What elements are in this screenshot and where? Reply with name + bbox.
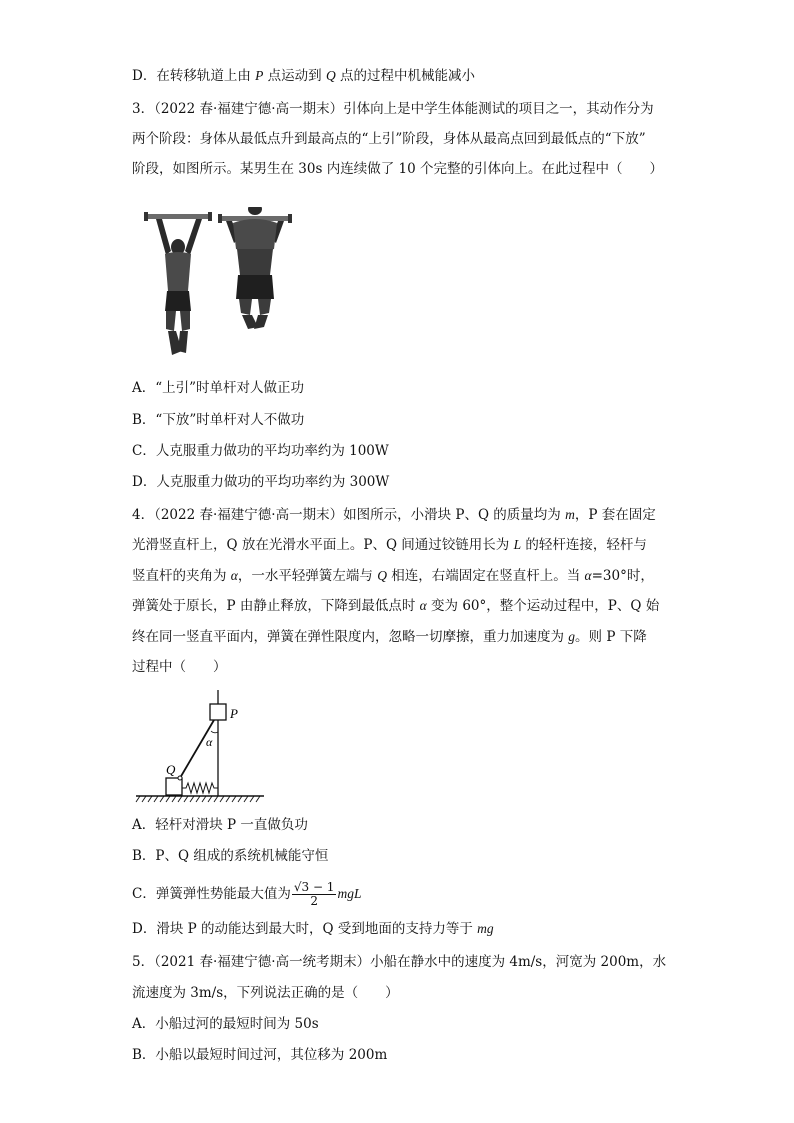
fraction-denominator: 2 — [310, 894, 318, 908]
q4-text: =30°时， — [591, 568, 654, 584]
q4-line5 — [132, 627, 647, 647]
q3-option-c: C．人克服重力做功的平均功率约为 100W — [132, 443, 389, 459]
q4-text: C．弹簧弹性势能最大值为 — [132, 886, 291, 902]
q5-option-b: B．小船以最短时间过河，其位移为 200m — [132, 1047, 388, 1063]
label-p: P — [230, 706, 238, 721]
q5-line1: 5．（2021 春·福建宁德·高一统考期末）小船在静水中的速度为 4m/s，河宽为 200m，水 — [132, 954, 667, 970]
q4-text: 光滑竖直杆上，Q 放在光滑水平面上。P、Q 间通过铰链用长为 — [132, 537, 514, 553]
label-alpha: α — [206, 735, 213, 749]
q5-line2: 流速度为 3m/s，下列说法正确的是（ ） — [132, 985, 399, 1001]
q4-text: 4．（2022 春·福建宁德·高一期末）如图所示，小滑块 P、Q 的质量均为 — [132, 507, 566, 523]
var-alpha: α — [419, 598, 427, 613]
label-q: Q — [166, 762, 176, 777]
q4-text: 的轻杆连接，轻杆与 — [521, 537, 647, 553]
q4-text: 。则 P 下降 — [575, 629, 647, 645]
q4-line3 — [132, 566, 654, 586]
q4-option-a: A．轻杆对滑块 P 一直做负功 — [132, 817, 308, 833]
q4-text: 竖直杆的夹角为 — [132, 568, 231, 584]
q4-text: ，一水平轻弹簧左端与 — [237, 568, 378, 584]
q3-option-a: A．“上引”时单杆对人做正功 — [132, 380, 305, 396]
option-d-prev — [132, 66, 475, 86]
q4-line2 — [132, 535, 647, 555]
slider-spring-figure — [132, 688, 272, 804]
option-text: 点运动到 — [263, 68, 326, 84]
var-g: g — [568, 629, 576, 644]
q4-line6: 过程中（ ） — [132, 659, 227, 675]
q4-text: ，P 套在固定 — [574, 507, 656, 523]
q4-option-c — [132, 881, 361, 908]
var-alpha: α — [584, 568, 592, 583]
q4-text: 弹簧处于原长，P 由静止释放，下降到最低点时 — [132, 598, 420, 614]
q4-text: 终在同一竖直平面内，弹簧在弹性限度内，忽略一切摩擦，重力加速度为 — [132, 629, 569, 645]
var-alpha: α — [230, 568, 238, 583]
var-q: Q — [377, 568, 387, 583]
option-text: 点的过程中机械能减小 — [335, 68, 476, 84]
q3-option-b: B．“下放”时单杆对人不做功 — [132, 412, 305, 428]
fraction — [292, 881, 337, 908]
q3-line1: 3．（2022 春·福建宁德·高一期末）引体向上是中学生体能测试的项目之一，其动作分为 — [132, 101, 654, 117]
q4-text: 相连，右端固定在竖直杆上。当 — [386, 568, 585, 584]
var-q: Q — [325, 68, 336, 83]
option-text: D．在转移轨道上由 — [132, 68, 256, 84]
q3-line3: 阶段，如图所示。某男生在 30s 内连续做了 10 个完整的引体向上。在此过程中（ ） — [132, 161, 663, 177]
q4-text: 变为 60°，整个运动过程中，P、Q 始 — [426, 598, 660, 614]
var-p: P — [255, 68, 264, 83]
pullup-figure — [140, 207, 300, 362]
var-l: L — [513, 537, 522, 552]
var-mg: mg — [477, 921, 494, 936]
q3-line2: 两个阶段：身体从最低点升到最高点的“上引”阶段，身体从最高点回到最低点的“下放” — [132, 131, 646, 147]
var-mgl: mgL — [337, 886, 362, 901]
q4-option-b: B．P、Q 组成的系统机械能守恒 — [132, 848, 329, 864]
fraction-numerator: √3 − 1 — [293, 880, 335, 894]
q4-line4 — [132, 596, 659, 616]
q4-option-d — [132, 919, 494, 939]
q4-text: D．滑块 P 的动能达到最大时，Q 受到地面的支持力等于 — [132, 921, 478, 937]
var-m: m — [565, 507, 575, 522]
q5-option-a: A．小船过河的最短时间为 50s — [132, 1016, 319, 1032]
q4-line1 — [132, 505, 656, 525]
q3-option-d: D．人克服重力做功的平均功率约为 300W — [132, 474, 390, 490]
